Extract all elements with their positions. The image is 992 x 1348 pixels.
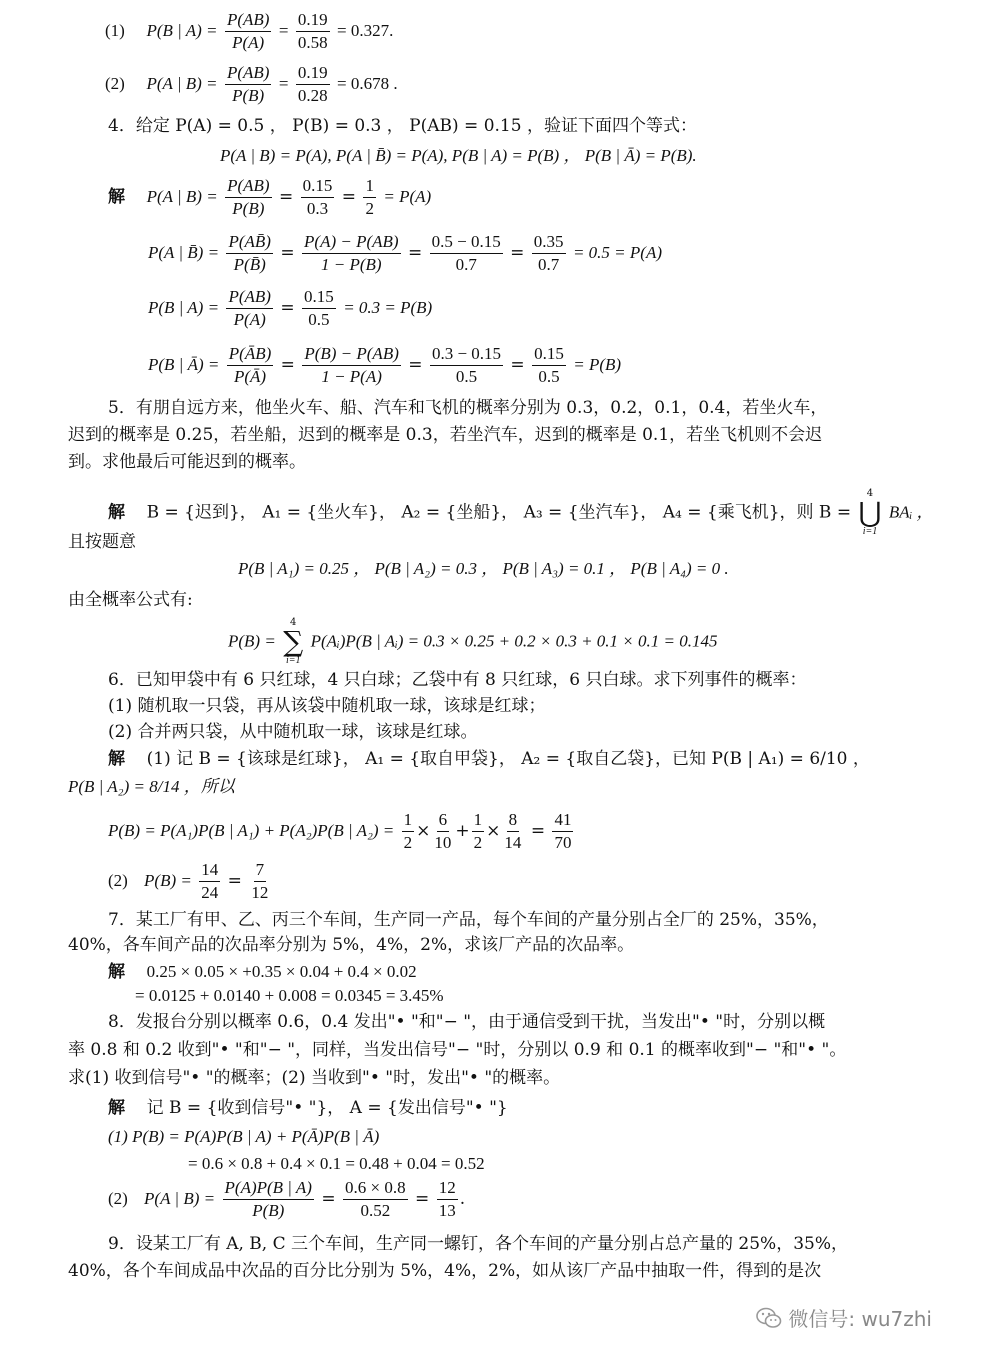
fraction: $\frac{6}{10}$	[434, 810, 452, 852]
q8-statement-3: 求(1) 收到信号"• "的概率；(2) 当收到"• "时，发出"• "的概率。	[68, 1068, 561, 1088]
q8-solution-2: (1) P(B) = P(A)P(B | A) + P(Ā)P(B | Ā)	[108, 1127, 380, 1146]
fraction: $\frac{0.6 \times 0.8}{0.52}$	[345, 1178, 406, 1220]
q6-solution-2: P(B | A₂) = 8/14 ，所以	[68, 777, 235, 796]
q6-part-2: (2) P(B) = $\frac{14}{24}$ = $\frac{7}{12}$	[108, 860, 269, 902]
solution-label: 解	[108, 962, 125, 982]
solution-label: 解	[108, 749, 125, 769]
q6-statement-3: (2) 合并两只袋，从中随机取一球，该球是红球。	[108, 722, 478, 742]
eq-1-2: (2) P(A | B) = $\frac{P(AB)}{P(B)}$ = $\frac{0.19}{0.28}$ = 0.678 .	[105, 63, 398, 105]
fraction: $\frac{7}{12}$	[251, 860, 269, 902]
item-label: (2)	[105, 74, 125, 93]
q6-equation: P(B) = P(A₁)P(B | A₁) + P(A₂)P(B | A₂) = $\frac{1}{2}$ × $\frac{6}{10}$ + $\frac{1}{2}$ × $\frac{8}{14}$ = $\frac{41}{70}$	[108, 810, 572, 852]
fraction: $\frac{P(A)P(B | A)}{P(B)}$	[224, 1178, 312, 1220]
fraction: $\frac{P(AB)}{P(B)}$	[226, 63, 270, 105]
fraction: $\frac{12}{13}$	[438, 1178, 456, 1220]
fraction: $\frac{P(B) - P(AB)}{1 - P(A)}$	[304, 344, 399, 386]
fraction: $\frac{0.15}{0.3}$	[302, 176, 333, 218]
q8-solution-1: 解 记 B = {收到信号"• "}， A = {发出信号"• "}	[108, 1098, 508, 1118]
q6-statement-2: (1) 随机取一只袋，再从该袋中随机取一球，该球是红球；	[108, 696, 546, 716]
fraction: $\frac{0.19}{0.58}$	[297, 10, 328, 52]
fraction: $\frac{P(AB)}{P(B)}$	[227, 176, 270, 218]
q4-row-1: 解 P(A | B) = $\frac{P(AB)}{P(B)}$ = $\frac{0.15}{0.3}$ = $\frac{1}{2}$ = P(A)	[108, 176, 432, 218]
q5-solution-2: 且按题意	[68, 532, 136, 552]
q4-row-2: P(A | B̄) = $\frac{P(AB̄)}{P(B̄)}$ = $\frac{P(A) - P(AB)}{1 - P(B)}$ = $\frac{0.5 - 0.15}{0.7}$ = $\frac{0.35}{0.7}$ = 0.5 = P(A)	[148, 232, 662, 274]
fraction: $\frac{0.15}{0.5}$	[304, 287, 334, 329]
q5-statement-2: 迟到的概率是 0.25，若坐船，迟到的概率是 0.3，若坐汽车，迟到的概率是 0.1，若坐飞机则不会迟	[68, 425, 823, 445]
q4-row-4: P(B | Ā) = $\frac{P(ĀB)}{P(Ā)}$ = $\frac{P(B) - P(AB)}{1 - P(A)}$ = $\frac{0.3 - 0.15}{0.5}$ = $\frac{0.15}{0.5}$ = P(B)	[148, 344, 622, 386]
fraction: $\frac{1}{2}$	[365, 176, 374, 218]
fraction: $\frac{P(AB̄)}{P(B̄)}$	[228, 232, 271, 274]
fraction: $\frac{P(AB)}{P(A)}$	[228, 287, 271, 329]
eq-1-1: (1) P(B | A) = $\frac{P(AB)}{P(A)}$ = $\frac{0.19}{0.58}$ = 0.327.	[105, 10, 394, 52]
q9-statement-1: 9．设某工厂有 A, B, C 三个车间，生产同一螺钉，各个车间的产量分别占总产量的 25%，35%，	[108, 1234, 848, 1254]
q4-equations: P(A | B) = P(A), P(A | B̄) = P(A), P(B | A) = P(B) ， P(B | Ā) = P(B).	[220, 146, 697, 165]
q4-statement: 4．给定 P(A) = 0.5 ， P(B) = 0.3 ， P(AB) = 0.15 ，验证下面四个等式：	[108, 116, 697, 136]
math-result: = 0.327.	[336, 21, 394, 40]
watermark	[756, 1303, 932, 1332]
union-operator: 4 ⋃ i=1	[858, 488, 882, 537]
q6-solution-1: 解 (1) 记 B = {该球是红球}， A₁ = {取自甲袋}， A₂ = {取自乙袋}，已知 P(B | A₁) = 6/10 ，	[108, 749, 870, 769]
fraction: $\frac{1}{2}$	[403, 810, 413, 852]
fraction: $\frac{P(AB)}{P(A)}$	[226, 10, 270, 52]
fraction: $\frac{8}{14}$	[504, 810, 522, 852]
fraction: $\frac{P(A) - P(AB)}{1 - P(B)}$	[304, 232, 399, 274]
q8-solution-3: = 0.6 × 0.8 + 0.4 × 0.1 = 0.48 + 0.04 = 0.52	[188, 1154, 485, 1173]
fraction: $\frac{P(ĀB)}{P(Ā)}$	[228, 344, 272, 386]
solution-label: 解	[108, 502, 125, 523]
math-lhs: P(B | A) =	[146, 21, 218, 40]
math-result: = 0.678 .	[336, 74, 398, 93]
fraction: $\frac{0.19}{0.28}$	[297, 63, 328, 105]
math-lhs: P(A | B) =	[146, 74, 218, 93]
q7-solution-2: = 0.0125 + 0.0140 + 0.008 = 0.0345 = 3.45%	[135, 986, 444, 1005]
q7-statement-1: 7．某工厂有甲、乙、丙三个车间，生产同一产品，每个车间的产量分别占全厂的 25%，35%，	[108, 910, 829, 930]
q5-solution-1: 解 B = {迟到}， A₁ = {坐火车}， A₂ = {坐船}， A₃ = {坐汽车}， A₄ = {乘飞机}，则 B = 4 ⋃ i=1 BAᵢ ，	[108, 488, 934, 537]
q8-statement-1: 8．发报台分别以概率 0.6，0.4 发出"• "和"− "，由于通信受到干扰，当发出"• "时，分别以概	[108, 1012, 826, 1032]
fraction: $\frac{0.35}{0.7}$	[533, 232, 564, 274]
fraction: $\frac{0.5 - 0.15}{0.7}$	[431, 232, 501, 274]
item-label: (1)	[105, 21, 125, 40]
solution-label: 解	[108, 187, 125, 207]
fraction: $\frac{1}{2}$	[473, 810, 483, 852]
q9-statement-2: 40%，各个车间成品中次品的百分比分别为 5%，4%，2%，如从该厂产品中抽取一件，得到的是次	[68, 1261, 822, 1281]
q4-row-3: P(B | A) = $\frac{P(AB)}{P(A)}$ = $\frac{0.15}{0.5}$ = 0.3 = P(B)	[148, 287, 433, 329]
fraction: $\frac{41}{70}$	[554, 810, 572, 852]
fraction: $\frac{0.15}{0.5}$	[534, 344, 564, 386]
fraction: $\frac{14}{24}$	[201, 860, 219, 902]
q5-solution-3: P(B | A₁) = 0.25 ， P(B | A₂) = 0.3 ， P(B | A₃) = 0.1 ， P(B | A₄) = 0 .	[238, 559, 729, 578]
watermark-text: 微信号: wu7zhi	[788, 1307, 932, 1331]
wechat-icon	[756, 1307, 782, 1329]
solution-label: 解	[108, 1098, 125, 1118]
sum-operator: 4 ∑ i=1	[283, 617, 304, 666]
q5-statement-1: 5．有朋自远方来，他坐火车、船、汽车和飞机的概率分别为 0.3，0.2，0.1，0.4，若坐火车，	[108, 398, 828, 418]
q8-statement-2: 率 0.8 和 0.2 收到"• "和"− "，同样，当发出信号"− "时，分别以 0.9 和 0.1 的概率收到"− "和"• "。	[68, 1040, 847, 1060]
fraction: $\frac{0.3 - 0.15}{0.5}$	[431, 344, 502, 386]
q5-statement-3: 到。求他最后可能迟到的概率。	[68, 452, 306, 472]
q5-sum-equation: P(B) = 4 ∑ i=1 P(Aᵢ)P(B | Aᵢ) = 0.3 × 0.25 + 0.2 × 0.3 + 0.1 × 0.1 = 0.145	[228, 617, 718, 666]
q7-statement-2: 40%，各车间产品的次品率分别为 5%，4%，2%，求该厂产品的次品率。	[68, 935, 635, 955]
q5-solution-4: 由全概率公式有:	[68, 590, 193, 610]
q6-statement-1: 6．已知甲袋中有 6 只红球，4 只白球；乙袋中有 8 只红球，6 只白球。求下列事件的概率：	[108, 670, 807, 690]
q8-solution-4: (2) P(A | B) = $\frac{P(A)P(B | A)}{P(B)}$ = $\frac{0.6 \times 0.8}{0.52}$ = $\frac{12}{13}$ .	[108, 1178, 466, 1220]
q7-solution-1: 解 0.25 × 0.05 × +0.35 × 0.04 + 0.4 × 0.02	[108, 962, 417, 982]
